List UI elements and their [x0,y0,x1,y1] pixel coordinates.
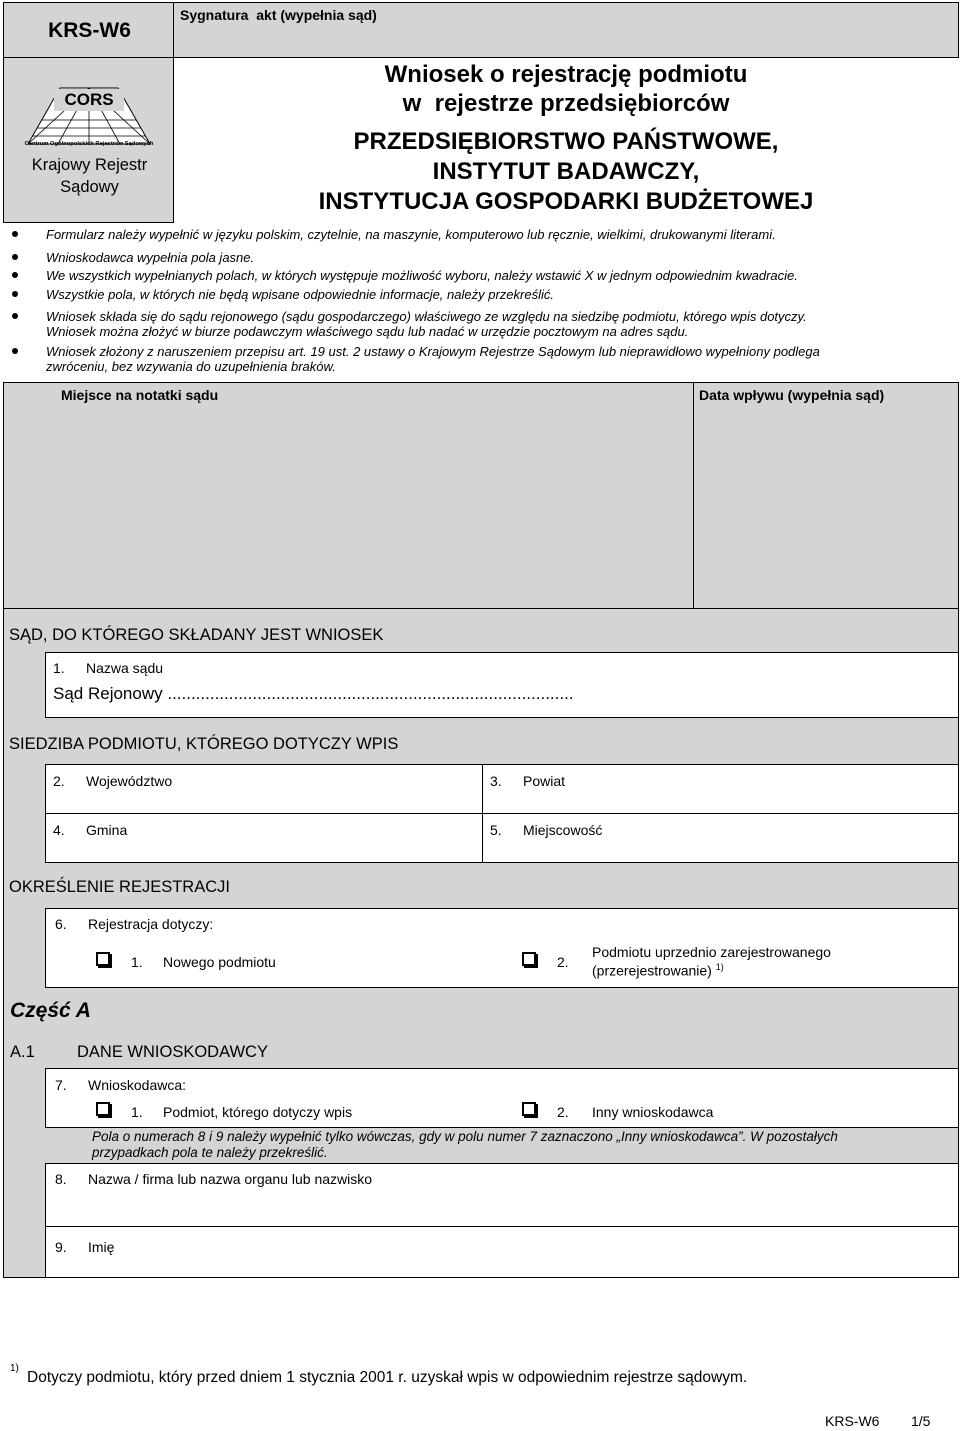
field-number: 5. [490,822,502,838]
field-number: 9. [55,1239,67,1255]
field-label: Rejestracja dotyczy: [88,916,214,932]
field-number: 7. [55,1077,67,1093]
option-number: 2. [557,954,569,970]
commune-field[interactable] [45,813,483,863]
reregistration-label-line1: Podmiotu uprzednio zarejestrowanego [592,944,831,960]
court-notes-area [3,382,694,609]
registry-name-line2: Sądowy [60,178,119,196]
field-label: Gmina [86,822,128,838]
first-name-field[interactable] [45,1226,959,1278]
bullet-icon [12,272,18,278]
field-label: Powiat [523,773,566,789]
bullet-icon [12,313,18,319]
form-code: KRS-W6 [48,19,131,42]
bullet-icon [12,254,18,260]
other-applicant-label: Inny wnioskodawca [592,1104,714,1120]
field-label: Wnioskodawca: [88,1077,187,1093]
registration-section-heading: OKREŚLENIE REJESTRACJI [9,878,230,896]
field-number: 3. [490,773,502,789]
field-number: 1. [53,660,65,676]
title-area [174,58,958,222]
reregistration-label-text: (przerejestrowanie) [592,962,712,979]
new-entity-checkbox[interactable] [96,952,110,966]
seat-section-heading: SIEDZIBA PODMIOTU, KTÓREGO DOTYCZY WPIS [9,735,399,753]
applicant-field [45,1068,959,1128]
registration-type-field [45,908,959,988]
name-field[interactable] [45,1163,959,1227]
instruction-2: Wnioskodawca wypełnia pola jasne. [46,250,255,265]
logo-subtext: Centrum Ogólnopolskich Rejestrów Sądowych [24,141,154,147]
form-subtitle-line1: PRZEDSIĘBIORSTWO PAŃSTWOWE, [353,128,779,155]
reregistration-checkbox[interactable] [522,952,536,966]
option-number: 2. [557,1104,569,1120]
field-number: 4. [53,822,65,838]
field-label: Nazwa sądu [86,660,164,676]
county-field[interactable] [482,764,959,814]
fields-8-9-note-line1: Pola o numerach 8 i 9 należy wypełnić tylko wówczas, gdy w polu numer 7 zaznaczono „Inny wnioskodawca”. W pozostałych [92,1129,838,1144]
instruction-4: Wszystkie pola, w których nie będą wpisane odpowiednie informacje, należy przekreślić. [46,287,554,302]
form-title-line2: w rejestrze przedsiębiorców [402,90,730,117]
instruction-6b: zwróceniu, bez wzywania do uzupełnienia braków. [46,359,336,374]
voivodeship-field[interactable] [45,764,483,814]
reregistration-label-line2 [592,962,724,979]
cors-logo [18,86,160,152]
page-number: 1/5 [911,1413,931,1429]
instruction-3: We wszystkich wypełnianych polach, w których występuje możliwość wyboru, należy wstawić X w jednym odpowiednim kwadracie. [46,268,798,283]
option-number: 1. [131,1104,143,1120]
instruction-6a: Wniosek złożony z naruszeniem przepisu art. 19 ust. 2 ustawy o Krajowym Rejestrze Sądowym lub nieprawidłowo wypełniony podlega [46,344,820,359]
signature-label: Sygnatura akt (wypełnia sąd) [180,7,377,23]
instruction-1: Formularz należy wypełnić w języku polskim, czytelnie, na maszynie, komputerowo lub ręcznie, wielkimi, drukowanymi literami. [46,227,776,242]
logo-text: CORS [64,90,114,109]
field-number: 8. [55,1171,67,1187]
court-name-field[interactable] [45,652,959,718]
section-a1-number: A.1 [10,1043,35,1061]
instruction-5a: Wniosek składa się do sądu rejonowego (sądu gospodarczego) właściwego ze względu na siedzibę podmiotu, którego wpis dotyczy. [46,309,807,324]
bullet-icon [12,231,18,237]
footer-form-code: KRS-W6 [825,1413,880,1429]
form-title-line1: Wniosek o rejestrację podmiotu [384,61,748,88]
part-a-heading: Część A [10,999,91,1022]
footnote-reference: 1) [715,962,724,972]
applicant-entity-label: Podmiot, którego dotyczy wpis [163,1104,353,1120]
field-label: Nazwa / firma lub nazwa organu lub nazwisko [88,1171,373,1187]
field-label: Imię [88,1239,115,1255]
new-entity-label: Nowego podmiotu [163,954,276,970]
form-code-box [3,2,174,58]
logo-box [3,57,174,223]
registry-name-line1: Krajowy Rejestr [31,156,148,174]
footnote-text: Dotyczy podmiotu, który przed dniem 1 stycznia 2001 r. uzyskał wpis w odpowiednim rejestrze sądowym. [27,1369,748,1386]
footnote-marker: 1) [10,1363,19,1374]
section-a1-title: DANE WNIOSKODAWCY [77,1043,268,1061]
court-notes-label: Miejsce na notatki sądu [61,387,219,403]
field-number: 6. [55,916,67,932]
field-label: Miejscowość [523,822,603,838]
option-number: 1. [131,954,143,970]
bullet-icon [12,291,18,297]
field-number: 2. [53,773,65,789]
form-subtitle-line2: INSTYTUT BADAWCZY, [432,158,700,185]
field-label: Województwo [86,773,173,789]
receipt-date-area [693,382,959,609]
receipt-date-label: Data wpływu (wypełnia sąd) [699,387,885,403]
court-section-heading: SĄD, DO KTÓREGO SKŁADANY JEST WNIOSEK [9,626,384,644]
fields-8-9-note-line2: przypadkach pola te należy przekreślić. [92,1145,328,1160]
bullet-icon [12,348,18,354]
locality-field[interactable] [482,813,959,863]
signature-box [173,2,959,58]
form-subtitle-line3: INSTYTUCJA GOSPODARKI BUDŻETOWEJ [318,188,814,215]
other-applicant-checkbox[interactable] [522,1102,536,1116]
applicant-entity-checkbox[interactable] [96,1102,110,1116]
court-name-value: Sąd Rejonowy ...................................................................................... [53,684,574,703]
instruction-5b: Wniosek można złożyć w biurze podawczym właściwego sądu lub nadać w urzędzie pocztowym na adres sądu. [46,324,689,339]
